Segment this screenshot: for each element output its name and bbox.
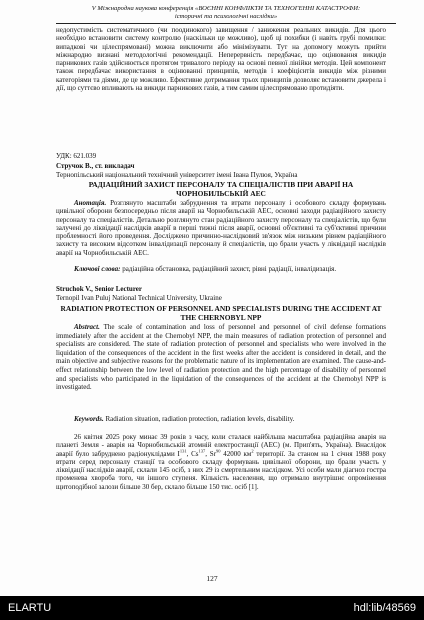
repository-footer-bar — [0, 596, 424, 620]
abstract-en-text: The scale of contamination and loss of personnel and personnel of civil defense formations immediately after the accident at the Chernobyl NPP, the main measures of radiation protection of personnel and specialists are considered. The state of radiation protection of personnel and specialists who were involved in the liquidation of the consequences of the accident in the first weeks after the accident is considered in detail, and the main objective and subjective reasons for the problematic nature of its implementation are examined. The cause-and-effect relationship between the low level of radiation protection and the high percentage of disability of personnel and specialists who participated in the liquidation of the consequences of the accident at the Chernobyl NPP is investigated. — [56, 323, 386, 392]
running-head-line2: історичні та психологічні наслідки» — [174, 13, 278, 20]
iodine-mass-number: 131 — [179, 448, 187, 454]
keywords-en-text: Radiation situation, radiation protection, radiation levels, disability. — [103, 415, 295, 423]
keywords-en-label: Keywords. — [74, 415, 104, 423]
body-text: , Sr — [205, 449, 216, 458]
abstract-uk-label: Анотація. — [74, 199, 107, 207]
keywords-en — [56, 415, 386, 423]
square-exponent: 2 — [251, 448, 254, 454]
repository-name: ELARTU — [8, 602, 52, 614]
handle-identifier: hdl:lib/48569 — [353, 602, 416, 614]
page-number: 127 — [206, 574, 218, 583]
cesium-mass-number: 137 — [198, 448, 206, 454]
running-head — [56, 5, 396, 21]
body-text: 42000 км — [220, 449, 252, 458]
abstract-en — [56, 323, 386, 392]
title-en: RADIATION PROTECTION OF PERSONNEL AND SPECIALISTS DURING THE ACCIDENT AT THE CHERNOBYL NPP — [60, 304, 382, 322]
body-text: 26 квітня 2025 року минає 39 років з часу, коли сталася найбільша масштабна радіаційна аварія на планеті Земля - аварія на Чорнобильській атомній електростанції (АЕС) (м. Прип'ять, Україна). Внаслідок аварії було забруднено радіонуклідами I — [56, 433, 386, 458]
running-head-line1: V Міжнародна наукова конференція «ВОЄННІ КОНФЛІКТИ ТА ТЕХНОГЕННІ КАТАСТРОФИ: — [91, 5, 361, 12]
abstract-en-label: Abstract. — [74, 323, 100, 331]
author-uk: Стручок В., ст. викладач — [56, 162, 135, 170]
affiliation-uk: Тернопільський національний технічний університет імені Івана Пулюя, Україна — [56, 171, 298, 179]
body-text: , Cs — [186, 449, 199, 458]
header-rule — [56, 23, 396, 24]
abstract-uk — [56, 199, 386, 257]
intro-paragraph: недопустимість систематичного (чи поодинокого) завищення / заниження реальних викидів. Для цього необхідно встановити систему контролю (наскільки це можливо), щоб ці похибки (і навіть грубі помилки: випадкові чи цілеспрямовані) можна виключити або мінімізувати. Тут на допомогу можуть прийти міжнародно визнані методологічні рекомендації. Неперервність передбачає, що оцінювання викидів парникових газів здійснюється протягом тривалого періоду на основі певної лінійки методів. Цей компонент також передбачає використання в оцінюванні принципів, методів і коефіцієнтів викидів між різними категоріями та діями, де це можливо. Ефективне дотримання трьох принципів дозволяє встановити джерела і дії, що суттєво впливають на викиди парникових газів, а тим самим цілеспрямовано протидіяти. — [56, 26, 386, 93]
author-en: Struchok V., Senior Lecturer — [56, 285, 143, 293]
keywords-uk — [56, 265, 386, 273]
affiliation-en: Ternopil Ivan Puluj National Technical University, Ukraine — [56, 294, 222, 302]
title-uk: РАДІАЦІЙНИЙ ЗАХИСТ ПЕРСОНАЛУ ТА СПЕЦІАЛІСТІВ ПРИ АВАРІЇ НА ЧОРНОБИЛЬСЬКІЙ АЕС — [88, 180, 354, 198]
body-paragraph-uk — [56, 433, 386, 491]
strontium-mass-number: 90 — [215, 448, 221, 454]
keywords-uk-label: Ключові слова: — [74, 265, 121, 273]
body-text: території. За станом на 1 січня 1988 року втрати серед персоналу станції та особового складу формувань цивільної оборони, що брали участь у ліквідації наслідків аварії, склали 145 осіб, з них 29 із смертельним наслідком. Усі особи мали діагноз гостра променева хвороба того, чи іншого ступеня. Кількість населення, що отримало внутрішнє опромінення щитоподібної залози більше 30 бер, склало більше 150 тис. осіб [1]. — [56, 449, 386, 491]
keywords-uk-text: радіаційна обстановка, радіаційний захист, рівні радіації, інвалідизація. — [120, 265, 337, 273]
udk-code: УДК: 621.039 — [56, 152, 97, 160]
abstract-uk-text: Розглянуто масштаби забруднення та втрати персоналу і особового складу формувань цивільної оборони безпосередньо після аварії на Чорнобильській АЕС, основні заходи радіаційного захисту персоналу та спеціалістів. Детально розглянуто стан радіаційного захисту персоналу та спеціалістів, що були залучені до ліквідації наслідків аварії в перші тижні після аварії, основні об'єктивні та суб'єктивні причини проблемності його проведення. Досліджено причинно-наслідковий зв'язок між низьким рівнем радіаційного захисту та високим відсотком інвалідизації персоналу й спеціалістів, що брали участь у ліквідації наслідків аварії на Чорнобильській АЕС. — [56, 199, 386, 257]
